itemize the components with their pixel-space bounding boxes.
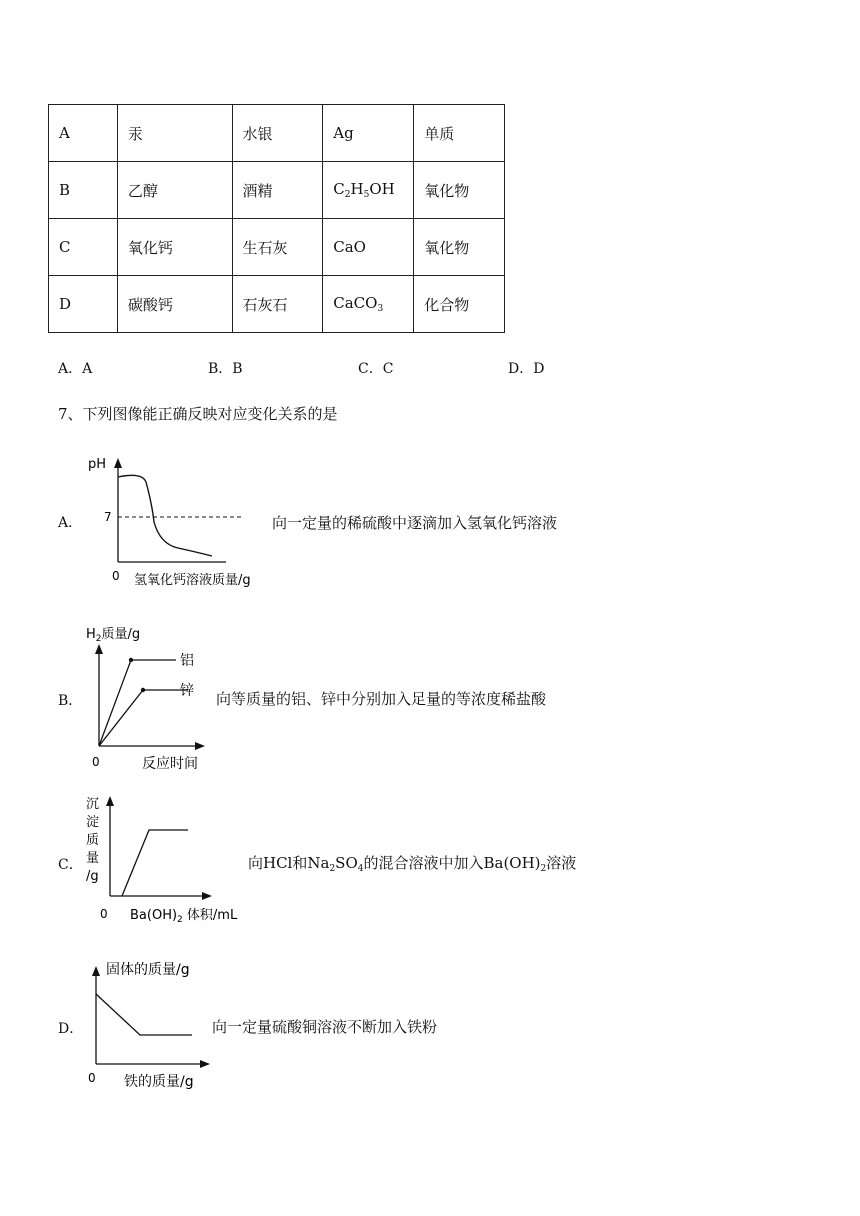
graph-c — [82, 790, 252, 930]
graph-b-y-arrow — [95, 644, 103, 654]
graph-b-line-zinc — [99, 690, 188, 746]
q7-option-a-desc: 向一定量的稀硫酸中逐滴加入氢氧化钙溶液 — [272, 514, 558, 532]
chemical-formula — [323, 162, 414, 219]
formula-part: CaCO — [333, 294, 378, 312]
q7-option-d-desc: 向一定量硫酸铜溶液不断加入铁粉 — [212, 1018, 438, 1036]
graph-d-x-arrow — [200, 1060, 210, 1068]
graph-d-x-label: 铁的质量/g — [124, 1074, 194, 1090]
common-name: 水银 — [232, 105, 323, 162]
q6-option-b[interactable]: B．B — [208, 361, 243, 377]
classification-table — [48, 104, 505, 333]
graph-a-ref-label: 7 — [104, 510, 112, 524]
svg-text:淀: 淀 — [86, 815, 100, 830]
formula-part: Ag — [333, 124, 354, 142]
substance-name: 汞 — [117, 105, 232, 162]
q7-title: 7、下列图像能正确反映对应变化关系的是 — [58, 405, 338, 423]
chemical-formula — [323, 219, 414, 276]
graph-a-origin: 0 — [112, 569, 120, 583]
graph-c-origin: 0 — [100, 907, 108, 921]
graph-b-origin: 0 — [92, 755, 100, 769]
graph-c-y-label — [86, 797, 99, 884]
graph-b-x-label: 反应时间 — [142, 756, 198, 772]
formula-part: 2 — [344, 190, 351, 200]
graph-a — [84, 452, 284, 592]
graph-b-point-aluminum — [129, 658, 133, 662]
formula-part: 5 — [363, 190, 370, 200]
graph-a-y-arrow — [114, 458, 122, 468]
graph-a-x-label: 氢氧化钙溶液质量/g — [134, 573, 251, 588]
q7-option-a-label[interactable]: A． — [58, 515, 83, 531]
graph-c-x-arrow — [202, 892, 212, 900]
q7-option-b-label[interactable]: B． — [58, 693, 83, 709]
table-row — [49, 219, 505, 276]
graph-b-y-label: $H_2$质量/g — [86, 627, 141, 644]
graph-d-line — [96, 994, 192, 1035]
table-row — [49, 276, 505, 333]
table-row — [49, 105, 505, 162]
graph-b — [84, 622, 214, 772]
graph-d-y-label: 固体的质量/g — [106, 962, 190, 978]
substance-name: 氧化钙 — [117, 219, 232, 276]
graph-a-curve — [118, 475, 212, 556]
substance-category: 氧化物 — [414, 219, 505, 276]
graph-c-x-label: $Ba(OH)_2$ 体积/mL — [130, 908, 238, 925]
substance-category: 氧化物 — [414, 162, 505, 219]
formula-part: H — [350, 180, 364, 198]
svg-text:沉: 沉 — [86, 797, 100, 812]
table-body — [49, 105, 505, 333]
q7-option-c-label[interactable]: C． — [58, 857, 83, 873]
substance-category: 单质 — [414, 105, 505, 162]
graph-c-y-arrow — [106, 796, 114, 806]
formula-part: OH — [369, 180, 395, 198]
graph-b-point-zinc — [141, 688, 145, 692]
graph-d-origin: 0 — [88, 1071, 96, 1085]
substance-name: 碳酸钙 — [117, 276, 232, 333]
q7-option-d-label[interactable]: D． — [58, 1021, 84, 1037]
desc-part: 向HCl和Na — [248, 854, 330, 872]
graph-c-line — [122, 830, 188, 896]
common-name: 生石灰 — [232, 219, 323, 276]
formula-part: C — [333, 180, 345, 198]
substance-category: 化合物 — [414, 276, 505, 333]
chemical-formula — [323, 105, 414, 162]
desc-part: SO — [335, 854, 358, 872]
q7-option-c-desc — [248, 852, 576, 874]
substance-name: 乙醇 — [117, 162, 232, 219]
formula-part: CaO — [333, 238, 366, 256]
common-name: 酒精 — [232, 162, 323, 219]
table-row — [49, 162, 505, 219]
graph-b-line-aluminum — [99, 660, 176, 746]
desc-part: 溶液 — [546, 854, 577, 872]
desc-part: 2 — [329, 864, 336, 874]
graph-b-series2: 锌 — [180, 683, 194, 699]
chemical-formula — [323, 276, 414, 333]
formula-part: 3 — [377, 304, 384, 314]
q6-option-a[interactable]: A．A — [58, 361, 93, 377]
graph-b-series1: 铝 — [180, 653, 194, 669]
q6-option-c[interactable]: C．C — [358, 361, 394, 377]
svg-text:量: 量 — [86, 851, 100, 866]
row-label: C — [49, 219, 118, 276]
desc-part: 2 — [540, 864, 547, 874]
q7-option-b-desc: 向等质量的铝、锌中分别加入足量的等浓度稀盐酸 — [216, 690, 547, 708]
svg-text:/g: /g — [86, 869, 99, 884]
svg-text:质: 质 — [86, 833, 100, 848]
common-name: 石灰石 — [232, 276, 323, 333]
desc-part: 的混合溶液中加入Ba(OH) — [363, 854, 541, 872]
graph-a-y-label: pH — [88, 457, 107, 472]
graph-b-x-arrow — [195, 742, 205, 750]
row-label: B — [49, 162, 118, 219]
graph-d-y-arrow — [92, 966, 100, 976]
q6-option-d[interactable]: D．D — [508, 361, 545, 377]
row-label: D — [49, 276, 118, 333]
row-label: A — [49, 105, 118, 162]
desc-part: 4 — [357, 864, 364, 874]
